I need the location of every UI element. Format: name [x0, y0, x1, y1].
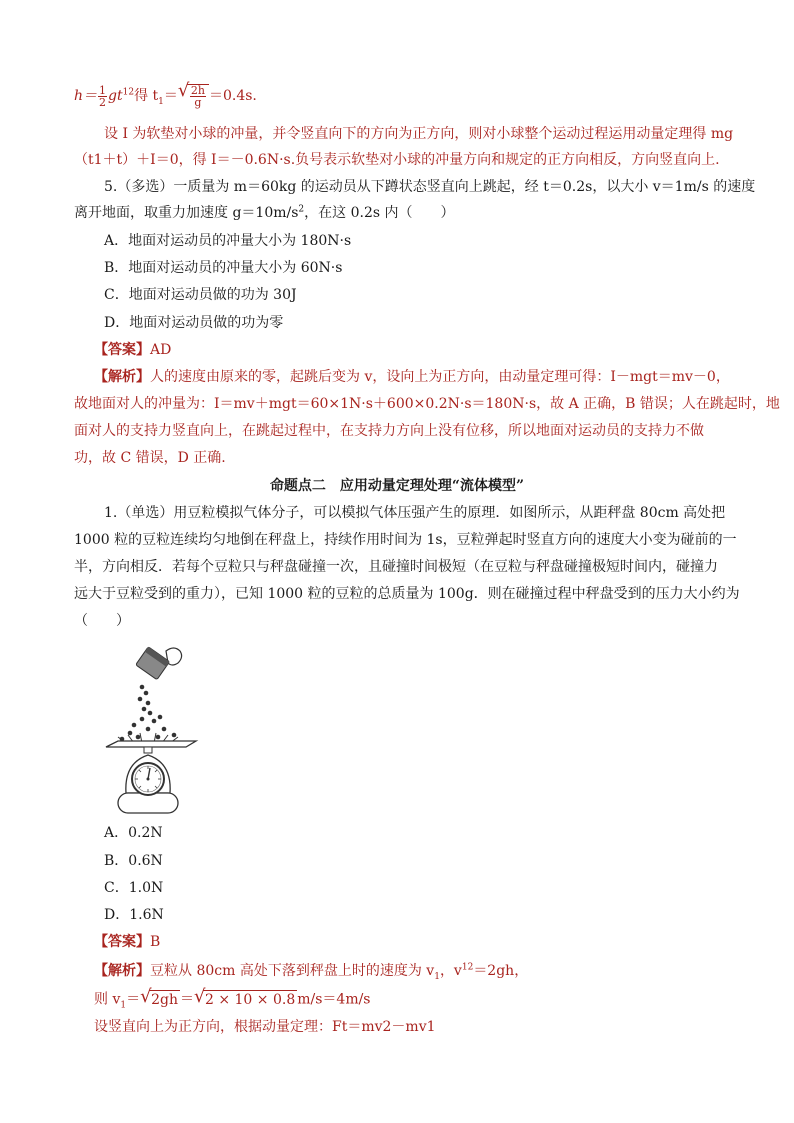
q1-stem-line2: 1000 粒的豆粒连续均匀地倒在秤盘上，持续作用时间为 1s，豆粒弹起时竖直方向的速度大小变为碰前的一 — [74, 532, 737, 548]
q1-stem-line5: （ ） — [74, 613, 130, 629]
sqrt-numeric: √ 2 × 10 × 0.8 — [193, 986, 296, 1008]
q1-option-a: A．0.2N — [104, 825, 163, 841]
q1-option-c: C．1.0N — [104, 880, 164, 896]
q5-option-a: A．地面对运动员的冲量大小为 180N·s — [104, 233, 352, 249]
q1-explain-line2: 则 $v_1=$ √ 2gh ＝ √ 2 × 10 × 0.8 m/s＝4m/s — [94, 986, 371, 1011]
q5-explain-line2: 故地面对人的冲量为：I＝mv＋mgt＝60×1N·s＋600×0.2N·s＝180N·s，故 A 正确，B 错误；人在跳起时，地 — [74, 396, 780, 412]
formula-line-h: h＝ $\frac{1}{2}$ $gt^{12}$得 $t_1=$ √ $\frac{2h}{g}$ ＝0.4s. — [74, 80, 257, 109]
q1-option-d: D．1.6N — [104, 907, 164, 923]
q5-option-b: B．地面对运动员的冲量大小为 60N·s — [104, 260, 343, 276]
fraction-half: $\frac{1}{2}$ — [99, 83, 107, 109]
q1-option-b: B．0.6N — [104, 853, 163, 869]
q1-stem-line4: 远大于豆粒受到的重力），已知 1000 粒的豆粒的总质量为 100g．则在碰撞过程中秤盘受到的压力大小约为 — [74, 586, 740, 602]
q5-explain-line4: 功，故 C 错误，D 正确. — [74, 450, 226, 466]
scale-beans-figure — [104, 643, 214, 815]
q5-explain-line1: 【解析】人的速度由原来的零，起跳后变为 v，设向上为正方向，由动量定理可得：I－mgt＝mv－0， — [94, 369, 730, 385]
q1-explain-line1: 【解析】豆粒从 80cm 高处下落到秤盘上时的速度为 $v_1$，$v^{12}=2gh$， — [94, 962, 529, 982]
sqrt-2h-over-g: √ $\frac{2h}{g}$ — [178, 84, 209, 108]
q5-explain-line3: 面对人的支持力竖直向上，在跳起过程中，在支持力方向上没有位移，所以地面对运动员的支持力不做 — [74, 423, 704, 439]
sqrt-2gh: √ 2gh — [140, 986, 178, 1008]
section-title: 命题点二 应用动量定理处理“流体模型” — [269, 478, 525, 494]
q1-stem-line1: 1.（单选）用豆粒模拟气体分子，可以模拟气体压强产生的原理．如图所示，从距秤盘 80cm 高处把 — [104, 505, 726, 521]
q5-option-c: C．地面对运动员做的功为 30J — [104, 287, 297, 303]
q5-answer: 【答案】AD — [94, 342, 172, 358]
q1-stem-line3: 半，方向相反．若每个豆粒只与秤盘碰撞一次，且碰撞时间极短（在豆粒与秤盘碰撞极短时间内，碰撞力 — [74, 559, 718, 575]
q1-answer: 【答案】B — [94, 934, 161, 950]
q5-stem-line1: 5.（多选）一质量为 m＝60kg 的运动员从下蹲状态竖直向上跳起，经 t＝0.2s，以大小 v＝1m/s 的速度 — [104, 179, 756, 195]
explain-impulse-line2: （t1＋t）＋I＝0，得 I＝－0.6N·s.负号表示软垫对小球的冲量方向和规定的正方向相反，方向竖直向上. — [74, 152, 720, 168]
q5-option-d: D．地面对运动员做的功为零 — [104, 315, 284, 331]
explain-impulse-line1: 设 I 为软垫对小球的冲量，并令竖直向下的方向为正方向，则对小球整个运动过程运用动量定理得 mg — [104, 126, 734, 142]
q5-stem-line2: 离开地面，取重力加速度 $g=10m/s^2$，在这 0.2s 内（ ） — [74, 204, 455, 221]
formula-h: h＝ — [74, 88, 98, 104]
q1-explain-line3: 设竖直向上为正方向，根据动量定理：Ft＝mv2－mv1 — [94, 1019, 436, 1035]
